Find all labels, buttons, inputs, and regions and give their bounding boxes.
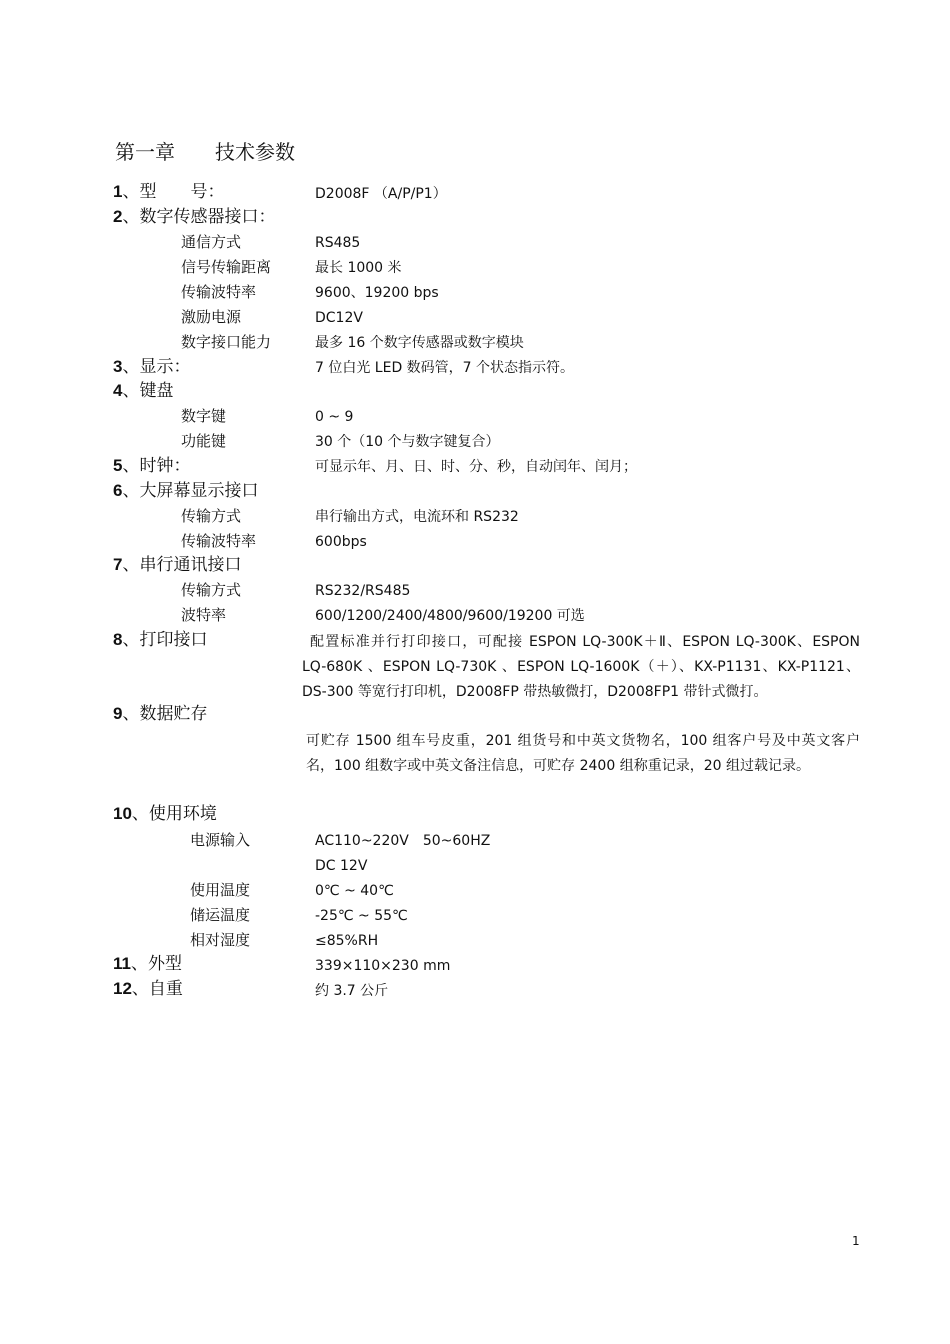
section-4-heading: 4、键盘 (113, 381, 174, 401)
row-value: 0℃ ~ 40℃ (315, 883, 394, 899)
row-label: 相对湿度 (190, 931, 251, 949)
section-11-value: 339×110×230 mm (315, 958, 451, 974)
row-value: 30 个（10 个与数字键复合） (315, 434, 500, 450)
section-5-value: 可显示年、月、日、时、分、秒，自动闰年、闰月； (315, 459, 637, 475)
section-3-value: 7 位白光 LED 数码管，7 个状态指示符。 (315, 360, 575, 376)
section-5-heading: 5、时钟： (113, 456, 191, 476)
chapter-number: 第一章 (115, 140, 175, 164)
row-value: AC110~220V 50~60HZ (315, 833, 491, 849)
row-value: 600/1200/2400/4800/9600/19200 可选 (315, 608, 585, 624)
chapter-title: 技术参数 (215, 140, 295, 164)
section-8-paragraph: 配置标准并行打印接口，可配接 ESPON LQ-300K＋Ⅱ、ESPON LQ-300K、ESPON LQ-680K 、ESPON LQ-730K 、ESPON LQ-1600K（＋）、KX-P1131、KX-P1121、DS-300 等宽行打印机，D2008FP 带热敏微打，D2008FP1 带针式微打。 (302, 634, 860, 700)
row-label: 储运温度 (190, 906, 251, 924)
row-label: 传输方式 (181, 507, 242, 525)
row-value: 最多 16 个数字传感器或数字模块 (315, 335, 524, 351)
row-label: 波特率 (181, 606, 227, 624)
row-label: 数字接口能力 (181, 333, 272, 351)
row-value: 600bps (315, 534, 367, 550)
row-value: 串行输出方式，电流环和 RS232 (315, 509, 519, 525)
section-7-heading: 7、串行通讯接口 (113, 555, 242, 575)
row-value: DC 12V (315, 858, 368, 874)
row-value: 最长 1000 米 (315, 260, 402, 276)
row-value: RS485 (315, 235, 361, 251)
section-11-heading: 11、外型 (113, 954, 182, 974)
row-label: 使用温度 (190, 881, 251, 899)
section-1-heading: 1、型 号： (113, 182, 225, 202)
section-9-heading: 9、数据贮存 (113, 704, 208, 724)
section-12-heading: 12、自重 (113, 979, 183, 999)
row-value: DC12V (315, 310, 363, 326)
row-value: RS232/RS485 (315, 583, 411, 599)
row-label: 功能键 (181, 432, 227, 450)
section-12-value: 约 3.7 公斤 (315, 983, 389, 999)
row-label: 激励电源 (181, 308, 242, 326)
section-8-heading: 8、打印接口 (113, 630, 208, 650)
row-value: 9600、19200 bps (315, 285, 439, 301)
section-10-heading: 10、使用环境 (113, 804, 217, 824)
page-number: 1 (852, 1234, 860, 1248)
row-value: ≤85%RH (315, 933, 379, 949)
section-2-heading: 2、数字传感器接口： (113, 207, 276, 227)
section-6-heading: 6、大屏幕显示接口 (113, 481, 259, 501)
row-value: -25℃ ~ 55℃ (315, 908, 408, 924)
row-label: 电源输入 (190, 831, 251, 849)
row-label: 传输方式 (181, 581, 242, 599)
row-label: 数字键 (181, 407, 227, 425)
section-1-value: D2008F （A/P/P1） (315, 186, 447, 202)
section-3-heading: 3、显示： (113, 357, 191, 377)
row-label: 传输波特率 (181, 283, 257, 301)
row-label: 通信方式 (181, 233, 242, 251)
section-9-paragraph: 可贮存 1500 组车号皮重，201 组货号和中英文货物名，100 组客户号及中英文客户名，100 组数字或中英文备注信息，可贮存 2400 组称重记录，20 组过载记录。 (306, 733, 860, 774)
row-label: 传输波特率 (181, 532, 257, 550)
row-value: 0 ~ 9 (315, 409, 354, 425)
row-label: 信号传输距离 (181, 258, 272, 276)
